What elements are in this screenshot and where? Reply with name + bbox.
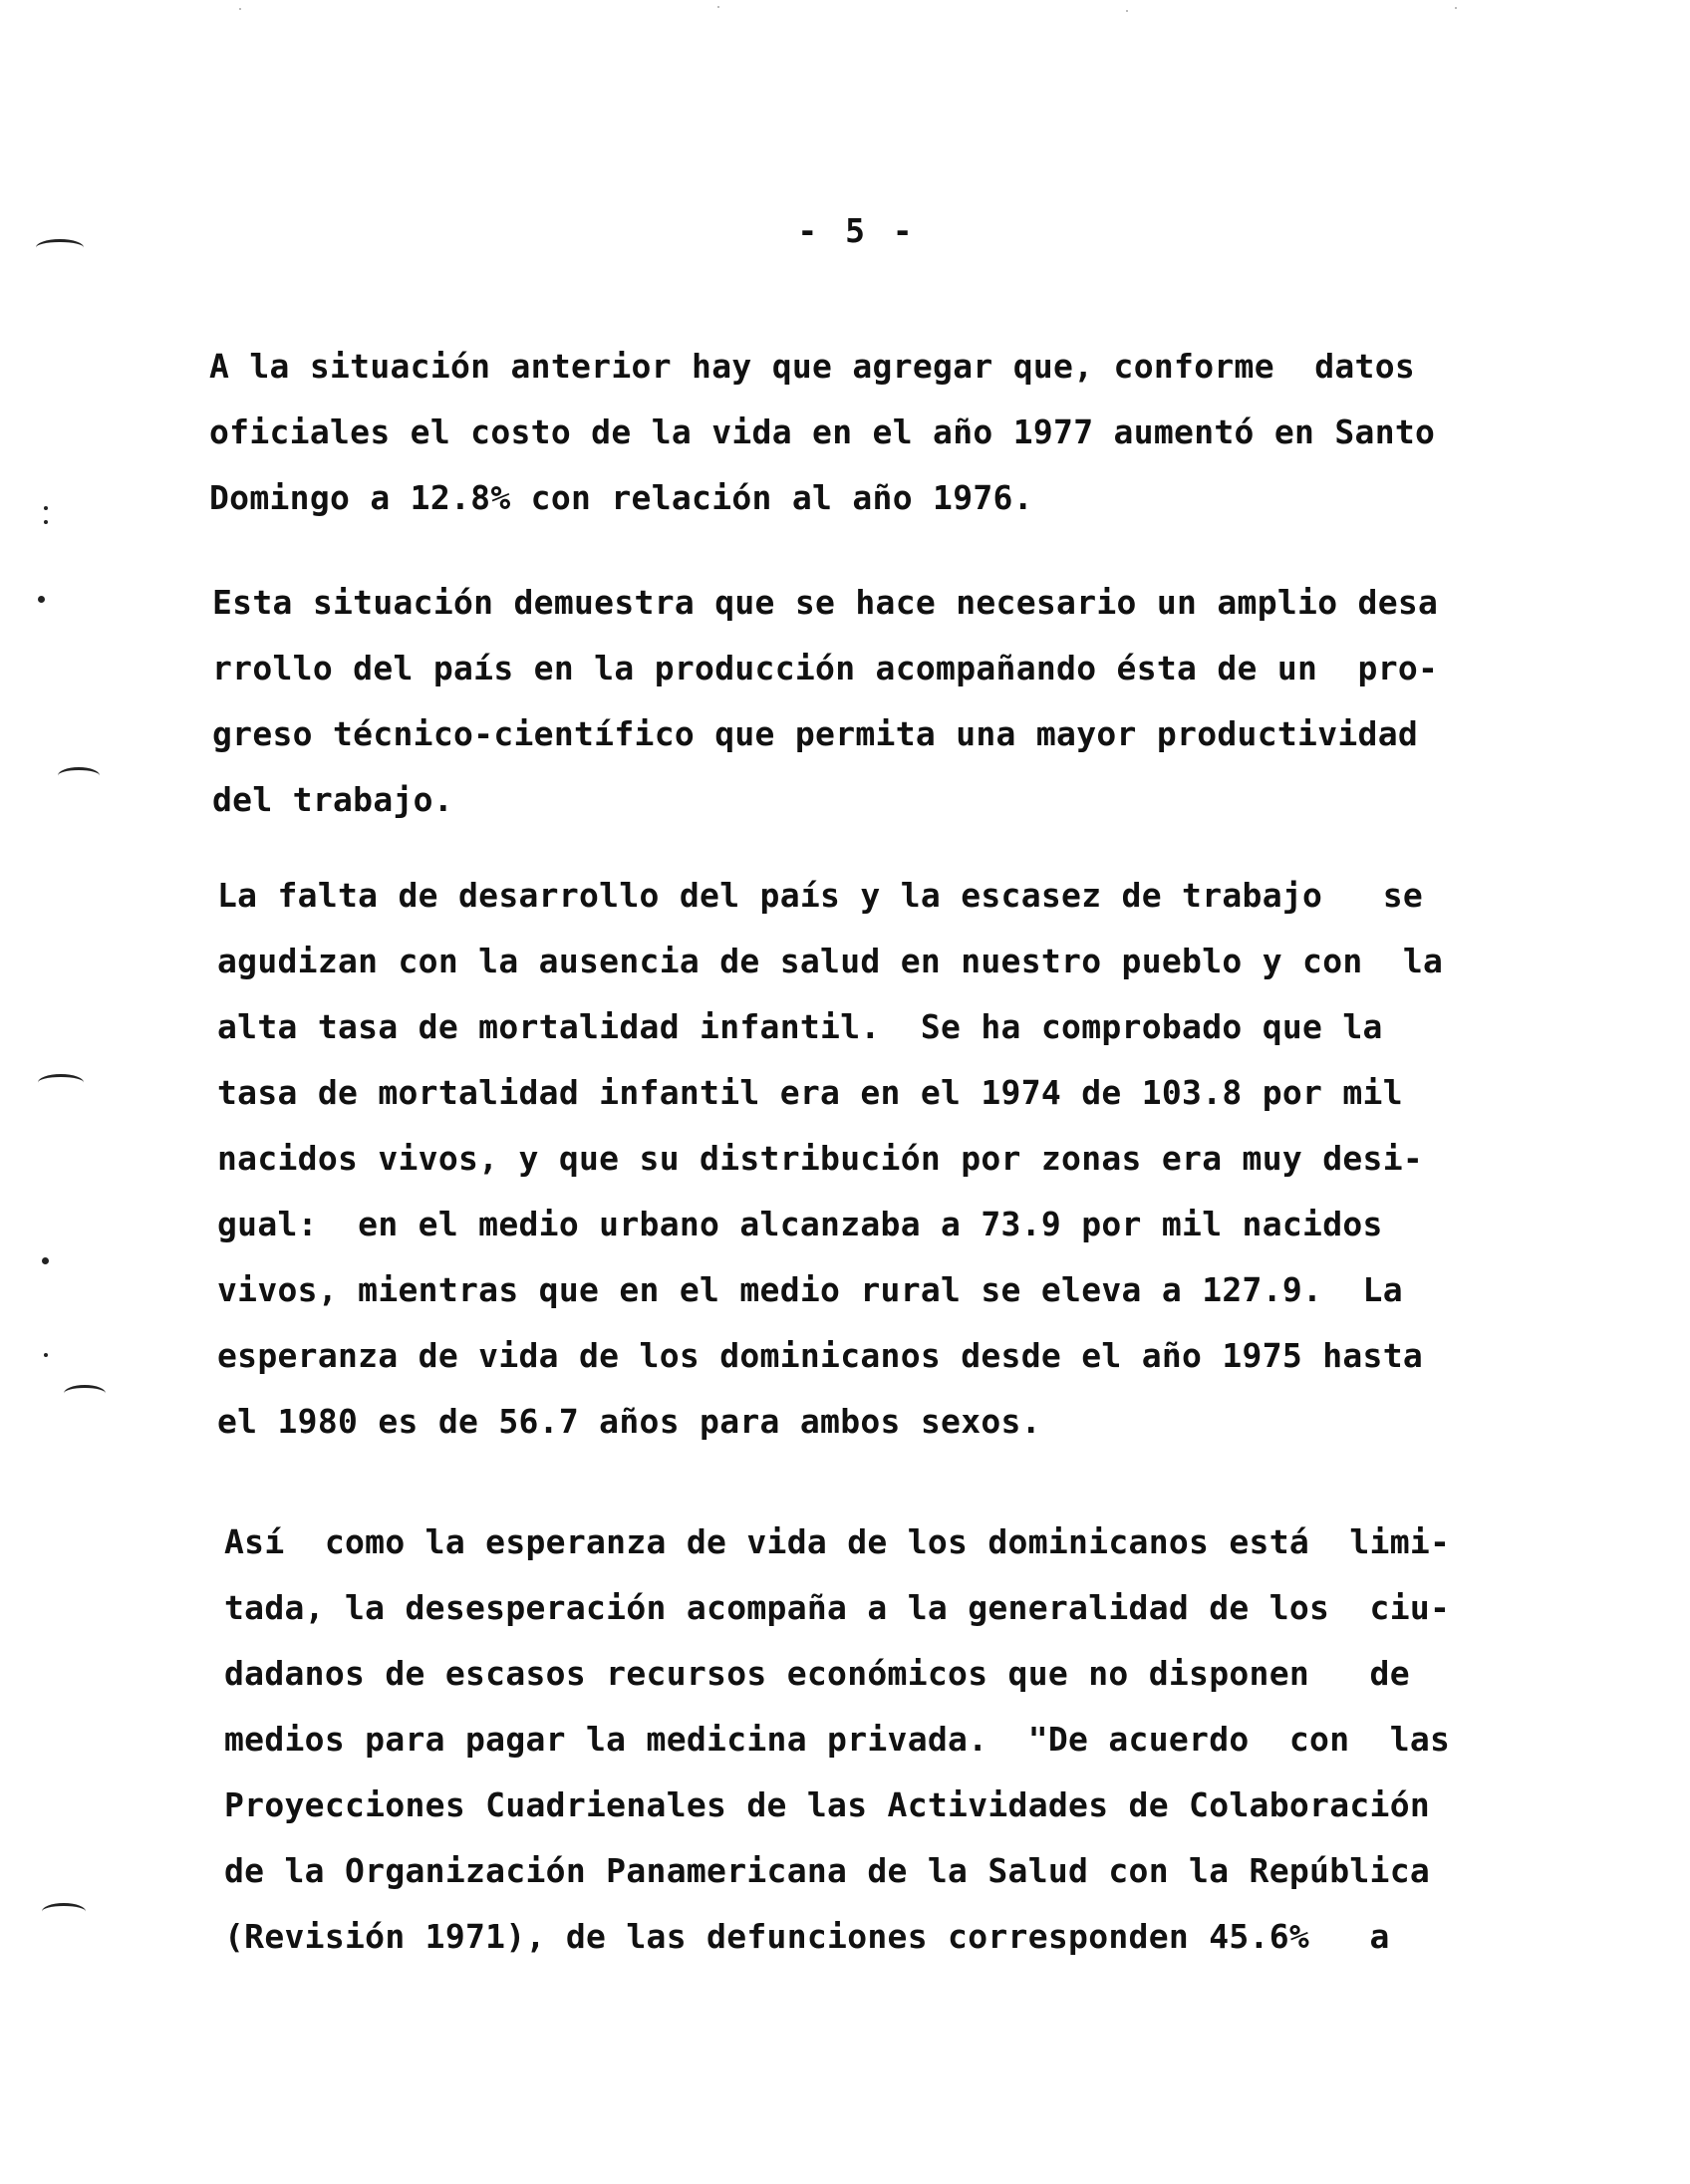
- scan-dot: [42, 1257, 49, 1264]
- text-line: de la Organización Panamericana de la Salud con la República: [224, 1851, 1431, 1890]
- paragraph-infant-mortality: [217, 863, 1453, 1455]
- text-line: vivos, mientras que en el medio rural se eleva a 127.9. La: [217, 1270, 1403, 1309]
- scan-speck: [1126, 10, 1128, 12]
- paragraph-life-expectancy: [224, 1509, 1460, 1970]
- text-line: rrollo del país en la producción acompañando ésta de un pro-: [212, 649, 1439, 687]
- text-line: agudizan con la ausencia de salud en nuestro pueblo y con la: [217, 942, 1444, 980]
- text-line: A la situación anterior hay que agregar que, conforme datos: [209, 347, 1416, 386]
- page-number: - 5 -: [797, 211, 917, 250]
- binder-mark: [42, 1903, 86, 1920]
- paragraph-cost-of-living: [209, 334, 1445, 531]
- text-line: La falta de desarrollo del país y la escasez de trabajo se: [217, 876, 1424, 915]
- scan-speck: [239, 8, 241, 10]
- text-line: tada, la desesperación acompaña a la generalidad de los ciu-: [224, 1588, 1451, 1627]
- binder-mark: [64, 1385, 106, 1402]
- text-line: esperanza de vida de los dominicanos desde el año 1975 hasta: [217, 1336, 1424, 1375]
- text-line: Domingo a 12.8% con relación al año 1976.: [209, 478, 1033, 517]
- text-line: Esta situación demuestra que se hace necesario un amplio desa: [212, 583, 1439, 622]
- binder-mark: [36, 239, 84, 256]
- text-line: medios para pagar la medicina privada. "De acuerdo con las: [224, 1720, 1451, 1759]
- scan-speck: [717, 6, 719, 8]
- scan-dot: [44, 520, 48, 524]
- text-line: del trabajo.: [212, 780, 454, 819]
- text-line: dadanos de escasos recursos económicos que no disponen de: [224, 1654, 1410, 1693]
- text-line: nacidos vivos, y que su distribución por zonas era muy desi-: [217, 1139, 1424, 1178]
- text-line: tasa de mortalidad infantil era en el 1974 de 103.8 por mil: [217, 1073, 1403, 1112]
- binder-mark: [58, 767, 100, 784]
- scan-dot: [44, 506, 48, 510]
- paragraph-development: [212, 570, 1448, 833]
- text-line: oficiales el costo de la vida en el año 1977 aumentó en Santo: [209, 412, 1436, 451]
- scan-dot: [38, 596, 45, 603]
- text-line: (Revisión 1971), de las defunciones corresponden 45.6% a: [224, 1917, 1390, 1956]
- scan-dot: [44, 1353, 48, 1357]
- text-line: el 1980 es de 56.7 años para ambos sexos.: [217, 1402, 1041, 1441]
- text-line: gual: en el medio urbano alcanzaba a 73.9 por mil nacidos: [217, 1205, 1383, 1243]
- text-line: greso técnico-científico que permita una mayor productividad: [212, 714, 1419, 753]
- text-line: Así como la esperanza de vida de los dominicanos está limi-: [224, 1522, 1451, 1561]
- text-line: Proyecciones Cuadrienales de las Actividades de Colaboración: [224, 1785, 1431, 1824]
- binder-mark: [38, 1074, 84, 1091]
- scan-speck: [1455, 7, 1457, 9]
- text-line: alta tasa de mortalidad infantil. Se ha comprobado que la: [217, 1007, 1383, 1046]
